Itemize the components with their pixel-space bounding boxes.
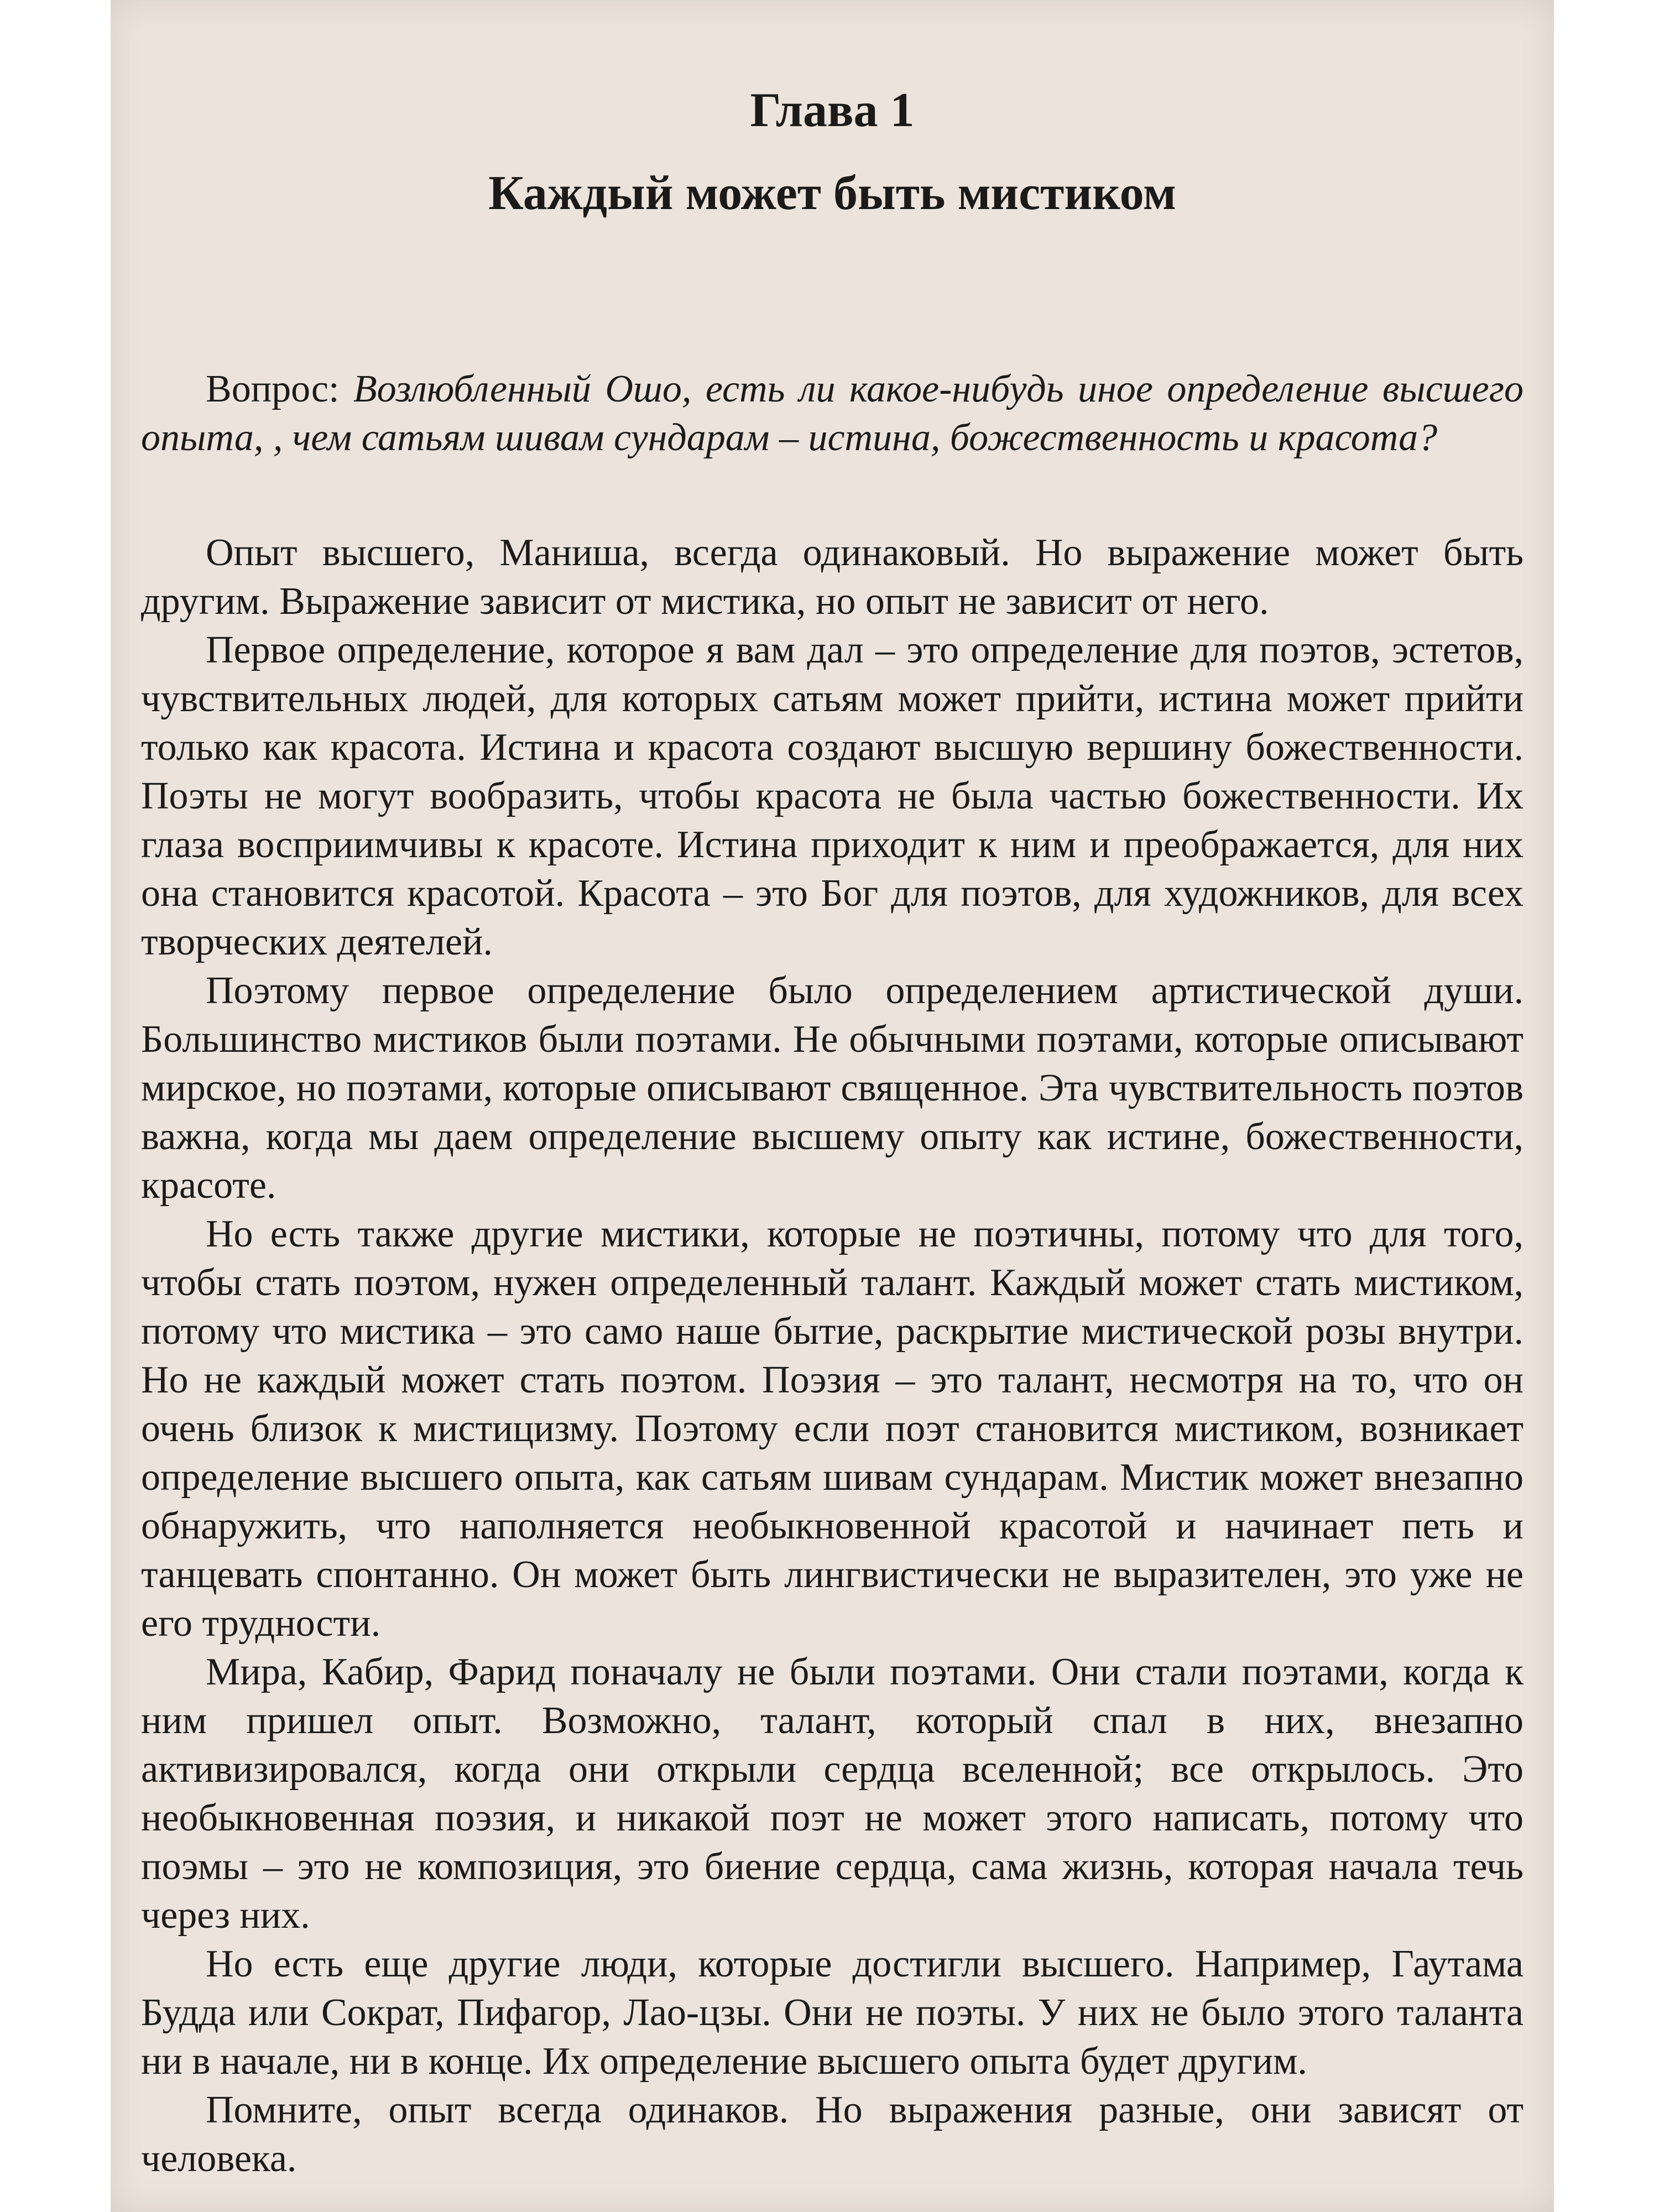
answer-paragraph-6: Но есть еще другие люди, которые достигли высшего. Например, Гаутама Будда или Сократ, Пифагор, Лао-цзы. Они не поэты. У них не было этого таланта ни в начале, ни в конце. Их определение высшего опыта будет другим. bbox=[141, 1943, 1524, 2083]
answer-paragraph-4: Но есть также другие мистики, которые не поэтичны, потому что для того, чтобы стать поэтом, нужен определенный талант. Каждый может стать мистиком, потому что мистика – это само наше бытие, раскрытие мистической розы внутри. Но не каждый может стать поэтом. Поэзия – это талант, несмотря на то, что он очень близок к мистицизму. Поэтому если поэт становится мистиком, возникает определение высшего опыта, как сатьям шивам сундарам. Мистик может внезапно обнаружить, что наполняется необыкновенной красотой и начинает петь и танцевать спонтанно. Он может быть лингвистически не выразителен, это уже не его трудности. bbox=[141, 1213, 1524, 1645]
question-label: Вопрос: bbox=[206, 368, 340, 410]
answer-paragraph-1: Опыт высшего, Маниша, всегда одинаковый. Но выражение может быть другим. Выражение зависит от мистика, но опыт не зависит от него. bbox=[141, 531, 1524, 623]
chapter-title: Каждый может быть мистиком bbox=[488, 166, 1176, 220]
answer-paragraph-7: Помните, опыт всегда одинаков. Но выражения разные, они зависят от человека. bbox=[141, 2089, 1524, 2180]
answer-paragraph-5: Мира, Кабир, Фарид поначалу не были поэтами. Они стали поэтами, когда к ним пришел опыт. Возможно, талант, который спал в них, внезапно активизировался, когда они открыли сердца вселенной; все открылось. Это необыкновенная поэзия, и никакой поэт не может этого написать, потому что поэмы – это не композиция, это биение сердца, сама жизнь, которая начала течь через них. bbox=[141, 1651, 1524, 1937]
question-paragraph bbox=[141, 365, 1524, 462]
page-text bbox=[141, 0, 1524, 2183]
answer-paragraph-2: Первое определение, которое я вам дал – это определение для поэтов, эстетов, чувствительных людей, для которых сатьям может прийти, истина может прийти только как красота. Истина и красота создают высшую вершину божественности. Поэты не могут вообразить, чтобы красота не была частью божественности. Их глаза восприимчивы к красоте. Истина приходит к ним и преображается, для них она становится красотой. Красота – это Бог для поэтов, для художников, для всех творческих деятелей. bbox=[141, 629, 1524, 963]
question-text: Возлюбленный Ошо, есть ли какое-нибудь иное определение высшего опыта, , чем сатьям шивам сундарам – истина, божественность и красота? bbox=[141, 368, 1524, 459]
chapter-number: Глава 1 bbox=[750, 84, 915, 137]
answer-paragraph-3: Поэтому первое определение было определением артистической души. Большинство мистиков были поэтами. Не обычными поэтами, которые описывают мирское, но поэтами, которые описывают священное. Эта чувствительность поэтов важна, когда мы даем определение высшему опыту как истине, божественности, красоте. bbox=[141, 969, 1524, 1207]
book-page bbox=[111, 0, 1554, 2212]
